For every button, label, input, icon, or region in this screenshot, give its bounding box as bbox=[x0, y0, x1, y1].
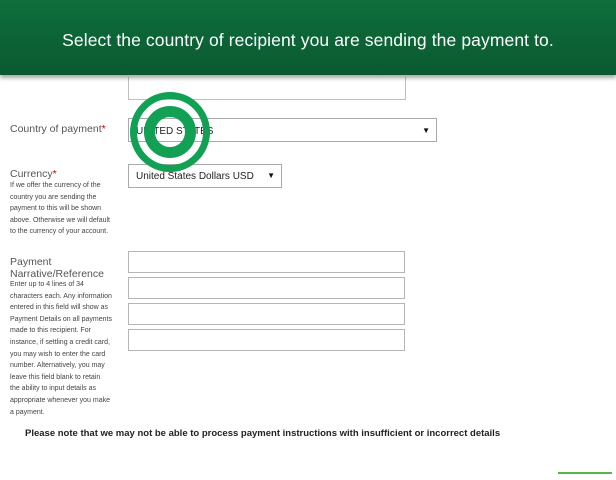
currency-hint-line: If we offer the currency of the bbox=[10, 182, 101, 189]
narrative-hint bbox=[10, 279, 112, 418]
required-mark: * bbox=[52, 168, 57, 180]
currency-hint-line: payment to this will be shown bbox=[10, 205, 102, 213]
currency-hint-line: to the currency of your account. bbox=[10, 228, 109, 236]
country-select-value: UNITED STATES bbox=[136, 126, 214, 137]
narrative-hint-line: you may wish to enter the card bbox=[10, 350, 106, 358]
currency-hint-line: country you are sending the bbox=[10, 193, 97, 201]
narrative-line-3-input[interactable] bbox=[128, 303, 405, 325]
currency-label-text: Currency bbox=[10, 168, 53, 180]
narrative-hint-line: number. Alternatively, you may bbox=[10, 362, 105, 370]
narrative-hint-line: Payment Details on all payments bbox=[10, 315, 112, 323]
narrative-label bbox=[10, 256, 104, 280]
chevron-down-icon: ▼ bbox=[267, 171, 275, 180]
narrative-hint-line: a payment. bbox=[10, 408, 45, 416]
narrative-hint-line: entered in this field will show as bbox=[10, 304, 109, 312]
country-label-text: Country of payment bbox=[10, 123, 102, 135]
narrative-hint-line: leave this field blank to retain bbox=[10, 373, 101, 381]
narrative-hint-line: instance, if settling a credit card, bbox=[10, 338, 110, 346]
narrative-line-1-input[interactable] bbox=[128, 251, 405, 273]
currency-select-value: United States Dollars USD bbox=[136, 171, 254, 182]
narrative-label-line: Payment bbox=[10, 256, 52, 268]
instruction-banner bbox=[0, 0, 616, 75]
instruction-text: Select the country of recipient you are sending the payment to. bbox=[62, 30, 554, 50]
narrative-hint-line: appropriate whenever you make bbox=[10, 396, 111, 404]
currency-hint bbox=[10, 180, 110, 238]
highlight-target-icon bbox=[144, 106, 196, 158]
narrative-hint-line: Enter up to 4 lines of 34 bbox=[10, 281, 84, 288]
country-label bbox=[10, 123, 106, 135]
accent-line bbox=[558, 472, 612, 474]
required-mark: * bbox=[101, 123, 106, 135]
narrative-label-line: Narrative/Reference bbox=[10, 268, 104, 280]
narrative-hint-line: made to this recipient. For bbox=[10, 327, 91, 335]
currency-hint-line: above. Otherwise we will default bbox=[10, 216, 110, 224]
validation-notice: Please note that we may not be able to process payment instructions with insufficient or incorrect details bbox=[25, 428, 501, 439]
currency-label bbox=[10, 168, 57, 180]
chevron-down-icon: ▼ bbox=[422, 126, 430, 135]
narrative-hint-line: the ability to input details as bbox=[10, 385, 96, 393]
narrative-line-4-input[interactable] bbox=[128, 329, 405, 351]
narrative-line-2-input[interactable] bbox=[128, 277, 405, 299]
narrative-hint-line: characters each. Any information bbox=[10, 292, 112, 300]
